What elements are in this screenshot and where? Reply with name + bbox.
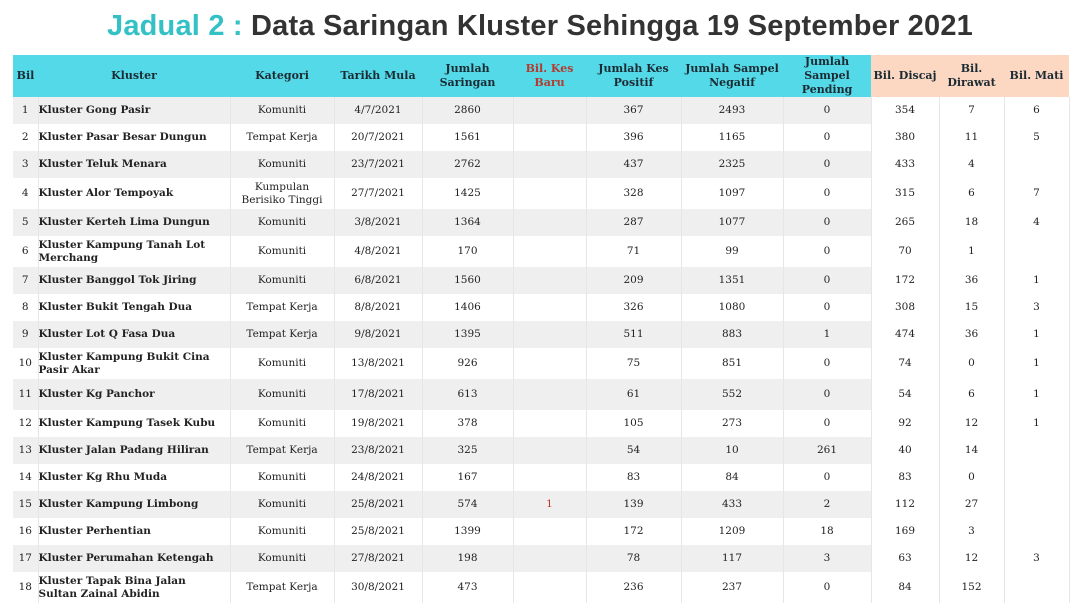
sampel-negatif-cell: 851: [681, 348, 783, 379]
sampel-pending-cell: 261: [783, 437, 871, 464]
kes-positif-cell: 71: [586, 236, 681, 267]
header-kes-baru: Bil. Kes Baru: [513, 55, 586, 97]
sampel-pending-cell: 0: [783, 572, 871, 603]
kategori-cell: Tempat Kerja: [230, 437, 334, 464]
dirawat-cell: 6: [939, 379, 1004, 410]
bil-cell: 17: [13, 545, 38, 572]
saringan-cell: 325: [422, 437, 513, 464]
kes-baru-cell: [513, 518, 586, 545]
kluster-cell: Kluster Kampung Tanah Lot Merchang: [38, 236, 230, 267]
kes-baru-cell: [513, 124, 586, 151]
sampel-negatif-cell: 273: [681, 410, 783, 437]
kes-positif-cell: 209: [586, 267, 681, 294]
kes-baru-cell: [513, 294, 586, 321]
tarikh-cell: 9/8/2021: [334, 321, 422, 348]
kes-baru-cell: 1: [513, 491, 586, 518]
bil-cell: 5: [13, 209, 38, 236]
sampel-negatif-cell: 117: [681, 545, 783, 572]
saringan-cell: 613: [422, 379, 513, 410]
mati-cell: [1004, 491, 1069, 518]
discaj-cell: 433: [871, 151, 939, 178]
mati-cell: 3: [1004, 294, 1069, 321]
saringan-cell: 1399: [422, 518, 513, 545]
discaj-cell: 84: [871, 572, 939, 603]
header-jumlah-saringan: Jumlah Saringan: [422, 55, 513, 97]
header-kluster: Kluster: [38, 55, 230, 97]
kes-baru-cell: [513, 267, 586, 294]
mati-cell: 1: [1004, 410, 1069, 437]
table-row: [13, 464, 1069, 491]
kes-positif-cell: 83: [586, 464, 681, 491]
kes-positif-cell: 287: [586, 209, 681, 236]
sampel-negatif-cell: 1209: [681, 518, 783, 545]
kategori-cell: Tempat Kerja: [230, 124, 334, 151]
kategori-cell: Komuniti: [230, 464, 334, 491]
discaj-cell: 70: [871, 236, 939, 267]
sampel-pending-cell: 0: [783, 294, 871, 321]
kluster-cell: Kluster Perumahan Ketengah: [38, 545, 230, 572]
discaj-cell: 63: [871, 545, 939, 572]
dirawat-cell: 7: [939, 97, 1004, 124]
tarikh-cell: 20/7/2021: [334, 124, 422, 151]
tarikh-cell: 25/8/2021: [334, 518, 422, 545]
kes-positif-cell: 437: [586, 151, 681, 178]
kluster-cell: Kluster Kerteh Lima Dungun: [38, 209, 230, 236]
mati-cell: [1004, 151, 1069, 178]
kes-baru-cell: [513, 348, 586, 379]
dirawat-cell: 12: [939, 545, 1004, 572]
kes-positif-cell: 396: [586, 124, 681, 151]
kes-positif-cell: 75: [586, 348, 681, 379]
table-row: [13, 294, 1069, 321]
saringan-cell: 167: [422, 464, 513, 491]
kes-positif-cell: 236: [586, 572, 681, 603]
saringan-cell: 1560: [422, 267, 513, 294]
mati-cell: [1004, 437, 1069, 464]
kluster-cell: Kluster Jalan Padang Hiliran: [38, 437, 230, 464]
tarikh-cell: 3/8/2021: [334, 209, 422, 236]
discaj-cell: 474: [871, 321, 939, 348]
sampel-pending-cell: 0: [783, 464, 871, 491]
kes-baru-cell: [513, 97, 586, 124]
sampel-pending-cell: 0: [783, 348, 871, 379]
dirawat-cell: 11: [939, 124, 1004, 151]
header-sampel-negatif: Jumlah Sampel Negatif: [681, 55, 783, 97]
mati-cell: 1: [1004, 267, 1069, 294]
table-row: [13, 151, 1069, 178]
sampel-pending-cell: 0: [783, 410, 871, 437]
discaj-cell: 169: [871, 518, 939, 545]
dirawat-cell: 14: [939, 437, 1004, 464]
kes-baru-cell: [513, 545, 586, 572]
table-row: [13, 97, 1069, 124]
bil-cell: 14: [13, 464, 38, 491]
sampel-pending-cell: 0: [783, 236, 871, 267]
sampel-pending-cell: 2: [783, 491, 871, 518]
kes-positif-cell: 172: [586, 518, 681, 545]
kluster-cell: Kluster Gong Pasir: [38, 97, 230, 124]
bil-cell: 9: [13, 321, 38, 348]
sampel-pending-cell: 1: [783, 321, 871, 348]
dirawat-cell: 18: [939, 209, 1004, 236]
mati-cell: 3: [1004, 545, 1069, 572]
dirawat-cell: 0: [939, 348, 1004, 379]
tarikh-cell: 23/8/2021: [334, 437, 422, 464]
bil-cell: 18: [13, 572, 38, 603]
tarikh-cell: 23/7/2021: [334, 151, 422, 178]
kategori-cell: Komuniti: [230, 379, 334, 410]
bil-cell: 11: [13, 379, 38, 410]
sampel-pending-cell: 0: [783, 151, 871, 178]
kes-positif-cell: 139: [586, 491, 681, 518]
saringan-cell: 574: [422, 491, 513, 518]
kategori-cell: Komuniti: [230, 491, 334, 518]
table-row: [13, 236, 1069, 267]
discaj-cell: 92: [871, 410, 939, 437]
kluster-cell: Kluster Tapak Bina Jalan Sultan Zainal Abidin: [38, 572, 230, 603]
bil-cell: 16: [13, 518, 38, 545]
header-bil: Bil: [13, 55, 38, 97]
tarikh-cell: 27/7/2021: [334, 178, 422, 209]
kategori-cell: Komuniti: [230, 348, 334, 379]
dirawat-cell: 0: [939, 464, 1004, 491]
sampel-negatif-cell: 2325: [681, 151, 783, 178]
sampel-negatif-cell: 552: [681, 379, 783, 410]
dirawat-cell: 152: [939, 572, 1004, 603]
sampel-pending-cell: 0: [783, 267, 871, 294]
dirawat-cell: 15: [939, 294, 1004, 321]
mati-cell: 5: [1004, 124, 1069, 151]
discaj-cell: 83: [871, 464, 939, 491]
discaj-cell: 380: [871, 124, 939, 151]
kluster-cell: Kluster Alor Tempoyak: [38, 178, 230, 209]
sampel-negatif-cell: 99: [681, 236, 783, 267]
sampel-negatif-cell: 10: [681, 437, 783, 464]
mati-cell: 4: [1004, 209, 1069, 236]
kes-positif-cell: 328: [586, 178, 681, 209]
bil-cell: 1: [13, 97, 38, 124]
dirawat-cell: 1: [939, 236, 1004, 267]
kes-positif-cell: 326: [586, 294, 681, 321]
table-row: [13, 437, 1069, 464]
discaj-cell: 354: [871, 97, 939, 124]
table-row: [13, 348, 1069, 379]
sampel-pending-cell: 0: [783, 379, 871, 410]
kategori-cell: Tempat Kerja: [230, 294, 334, 321]
mati-cell: 1: [1004, 379, 1069, 410]
tarikh-cell: 4/7/2021: [334, 97, 422, 124]
kes-baru-cell: [513, 410, 586, 437]
discaj-cell: 112: [871, 491, 939, 518]
mati-cell: 1: [1004, 321, 1069, 348]
table-row: [13, 209, 1069, 236]
kluster-cell: Kluster Banggol Tok Jiring: [38, 267, 230, 294]
tarikh-cell: 30/8/2021: [334, 572, 422, 603]
kategori-cell: Komuniti: [230, 97, 334, 124]
table-number: Jadual 2 :: [106, 10, 243, 42]
kluster-cell: Kluster Kampung Tasek Kubu: [38, 410, 230, 437]
discaj-cell: 40: [871, 437, 939, 464]
kes-baru-cell: [513, 437, 586, 464]
mati-cell: [1004, 236, 1069, 267]
mati-cell: [1004, 464, 1069, 491]
dirawat-cell: 36: [939, 267, 1004, 294]
discaj-cell: 315: [871, 178, 939, 209]
table-row: [13, 491, 1069, 518]
kes-baru-cell: [513, 464, 586, 491]
sampel-pending-cell: 3: [783, 545, 871, 572]
table-row: [13, 545, 1069, 572]
saringan-cell: 2860: [422, 97, 513, 124]
sampel-pending-cell: 0: [783, 124, 871, 151]
table-row: [13, 321, 1069, 348]
sampel-negatif-cell: 1165: [681, 124, 783, 151]
sampel-negatif-cell: 84: [681, 464, 783, 491]
bil-cell: 4: [13, 178, 38, 209]
kluster-cell: Kluster Kampung Bukit Cina Pasir Akar: [38, 348, 230, 379]
table-row: [13, 572, 1069, 603]
tarikh-cell: 27/8/2021: [334, 545, 422, 572]
kes-baru-cell: [513, 178, 586, 209]
saringan-cell: 926: [422, 348, 513, 379]
kategori-cell: Komuniti: [230, 545, 334, 572]
kes-baru-cell: [513, 321, 586, 348]
mati-cell: 1: [1004, 348, 1069, 379]
sampel-pending-cell: 0: [783, 178, 871, 209]
discaj-cell: 172: [871, 267, 939, 294]
kluster-cell: Kluster Kg Panchor: [38, 379, 230, 410]
kluster-cell: Kluster Bukit Tengah Dua: [38, 294, 230, 321]
bil-cell: 3: [13, 151, 38, 178]
mati-cell: 6: [1004, 97, 1069, 124]
tarikh-cell: 8/8/2021: [334, 294, 422, 321]
discaj-cell: 308: [871, 294, 939, 321]
header-mati: Bil. Mati: [1004, 55, 1069, 97]
tarikh-cell: 24/8/2021: [334, 464, 422, 491]
sampel-negatif-cell: 1097: [681, 178, 783, 209]
sampel-negatif-cell: 2493: [681, 97, 783, 124]
kategori-cell: Komuniti: [230, 236, 334, 267]
kluster-cell: Kluster Teluk Menara: [38, 151, 230, 178]
kes-positif-cell: 367: [586, 97, 681, 124]
kluster-cell: Kluster Kampung Limbong: [38, 491, 230, 518]
kluster-cell: Kluster Lot Q Fasa Dua: [38, 321, 230, 348]
tarikh-cell: 4/8/2021: [334, 236, 422, 267]
kategori-cell: Komuniti: [230, 410, 334, 437]
saringan-cell: 473: [422, 572, 513, 603]
bil-cell: 2: [13, 124, 38, 151]
header-discaj: Bil. Discaj: [871, 55, 939, 97]
bil-cell: 8: [13, 294, 38, 321]
discaj-cell: 74: [871, 348, 939, 379]
bil-cell: 6: [13, 236, 38, 267]
kes-positif-cell: 54: [586, 437, 681, 464]
page-title: [0, 10, 1080, 50]
dirawat-cell: 27: [939, 491, 1004, 518]
header-tarikh-mula: Tarikh Mula: [334, 55, 422, 97]
saringan-cell: 170: [422, 236, 513, 267]
kes-baru-cell: [513, 572, 586, 603]
dirawat-cell: 4: [939, 151, 1004, 178]
sampel-negatif-cell: 433: [681, 491, 783, 518]
sampel-negatif-cell: 1351: [681, 267, 783, 294]
header-kes-positif: Jumlah Kes Positif: [586, 55, 681, 97]
tarikh-cell: 6/8/2021: [334, 267, 422, 294]
table-row: [13, 379, 1069, 410]
bil-cell: 13: [13, 437, 38, 464]
sampel-pending-cell: 0: [783, 97, 871, 124]
header-dirawat: Bil. Dirawat: [939, 55, 1004, 97]
table-row: [13, 267, 1069, 294]
kategori-cell: Komuniti: [230, 209, 334, 236]
tarikh-cell: 17/8/2021: [334, 379, 422, 410]
kes-baru-cell: [513, 236, 586, 267]
kes-baru-cell: [513, 209, 586, 236]
bil-cell: 12: [13, 410, 38, 437]
kategori-cell: Tempat Kerja: [230, 572, 334, 603]
header-sampel-pending: Jumlah Sampel Pending: [783, 55, 871, 97]
table-row: [13, 178, 1069, 209]
saringan-cell: 1425: [422, 178, 513, 209]
sampel-negatif-cell: 883: [681, 321, 783, 348]
kluster-cell: Kluster Pasar Besar Dungun: [38, 124, 230, 151]
tarikh-cell: 25/8/2021: [334, 491, 422, 518]
header-kategori: Kategori: [230, 55, 334, 97]
table-title: Data Saringan Kluster Sehingga 19 September 2021: [251, 10, 974, 42]
saringan-cell: 1406: [422, 294, 513, 321]
sampel-pending-cell: 18: [783, 518, 871, 545]
mati-cell: 7: [1004, 178, 1069, 209]
saringan-cell: 198: [422, 545, 513, 572]
bil-cell: 7: [13, 267, 38, 294]
kategori-cell: Komuniti: [230, 518, 334, 545]
kluster-cell: Kluster Kg Rhu Muda: [38, 464, 230, 491]
kes-positif-cell: 105: [586, 410, 681, 437]
kategori-cell: Komuniti: [230, 151, 334, 178]
sampel-negatif-cell: 1080: [681, 294, 783, 321]
kes-positif-cell: 61: [586, 379, 681, 410]
mati-cell: [1004, 572, 1069, 603]
table-row: [13, 124, 1069, 151]
saringan-cell: 2762: [422, 151, 513, 178]
discaj-cell: 54: [871, 379, 939, 410]
table-row: [13, 410, 1069, 437]
sampel-negatif-cell: 1077: [681, 209, 783, 236]
kategori-cell: Kumpulan Berisiko Tinggi: [230, 178, 334, 209]
saringan-cell: 1561: [422, 124, 513, 151]
kluster-cell: Kluster Perhentian: [38, 518, 230, 545]
saringan-cell: 1364: [422, 209, 513, 236]
kategori-cell: Tempat Kerja: [230, 321, 334, 348]
discaj-cell: 265: [871, 209, 939, 236]
cluster-table: [13, 55, 1070, 603]
kes-positif-cell: 78: [586, 545, 681, 572]
sampel-negatif-cell: 237: [681, 572, 783, 603]
mati-cell: [1004, 518, 1069, 545]
dirawat-cell: 36: [939, 321, 1004, 348]
kes-positif-cell: 511: [586, 321, 681, 348]
bil-cell: 10: [13, 348, 38, 379]
kategori-cell: Komuniti: [230, 267, 334, 294]
kes-baru-cell: [513, 379, 586, 410]
tarikh-cell: 13/8/2021: [334, 348, 422, 379]
dirawat-cell: 12: [939, 410, 1004, 437]
saringan-cell: 1395: [422, 321, 513, 348]
sampel-pending-cell: 0: [783, 209, 871, 236]
dirawat-cell: 3: [939, 518, 1004, 545]
kes-baru-cell: [513, 151, 586, 178]
header-row: [13, 55, 1069, 97]
dirawat-cell: 6: [939, 178, 1004, 209]
saringan-cell: 378: [422, 410, 513, 437]
tarikh-cell: 19/8/2021: [334, 410, 422, 437]
table-row: [13, 518, 1069, 545]
bil-cell: 15: [13, 491, 38, 518]
